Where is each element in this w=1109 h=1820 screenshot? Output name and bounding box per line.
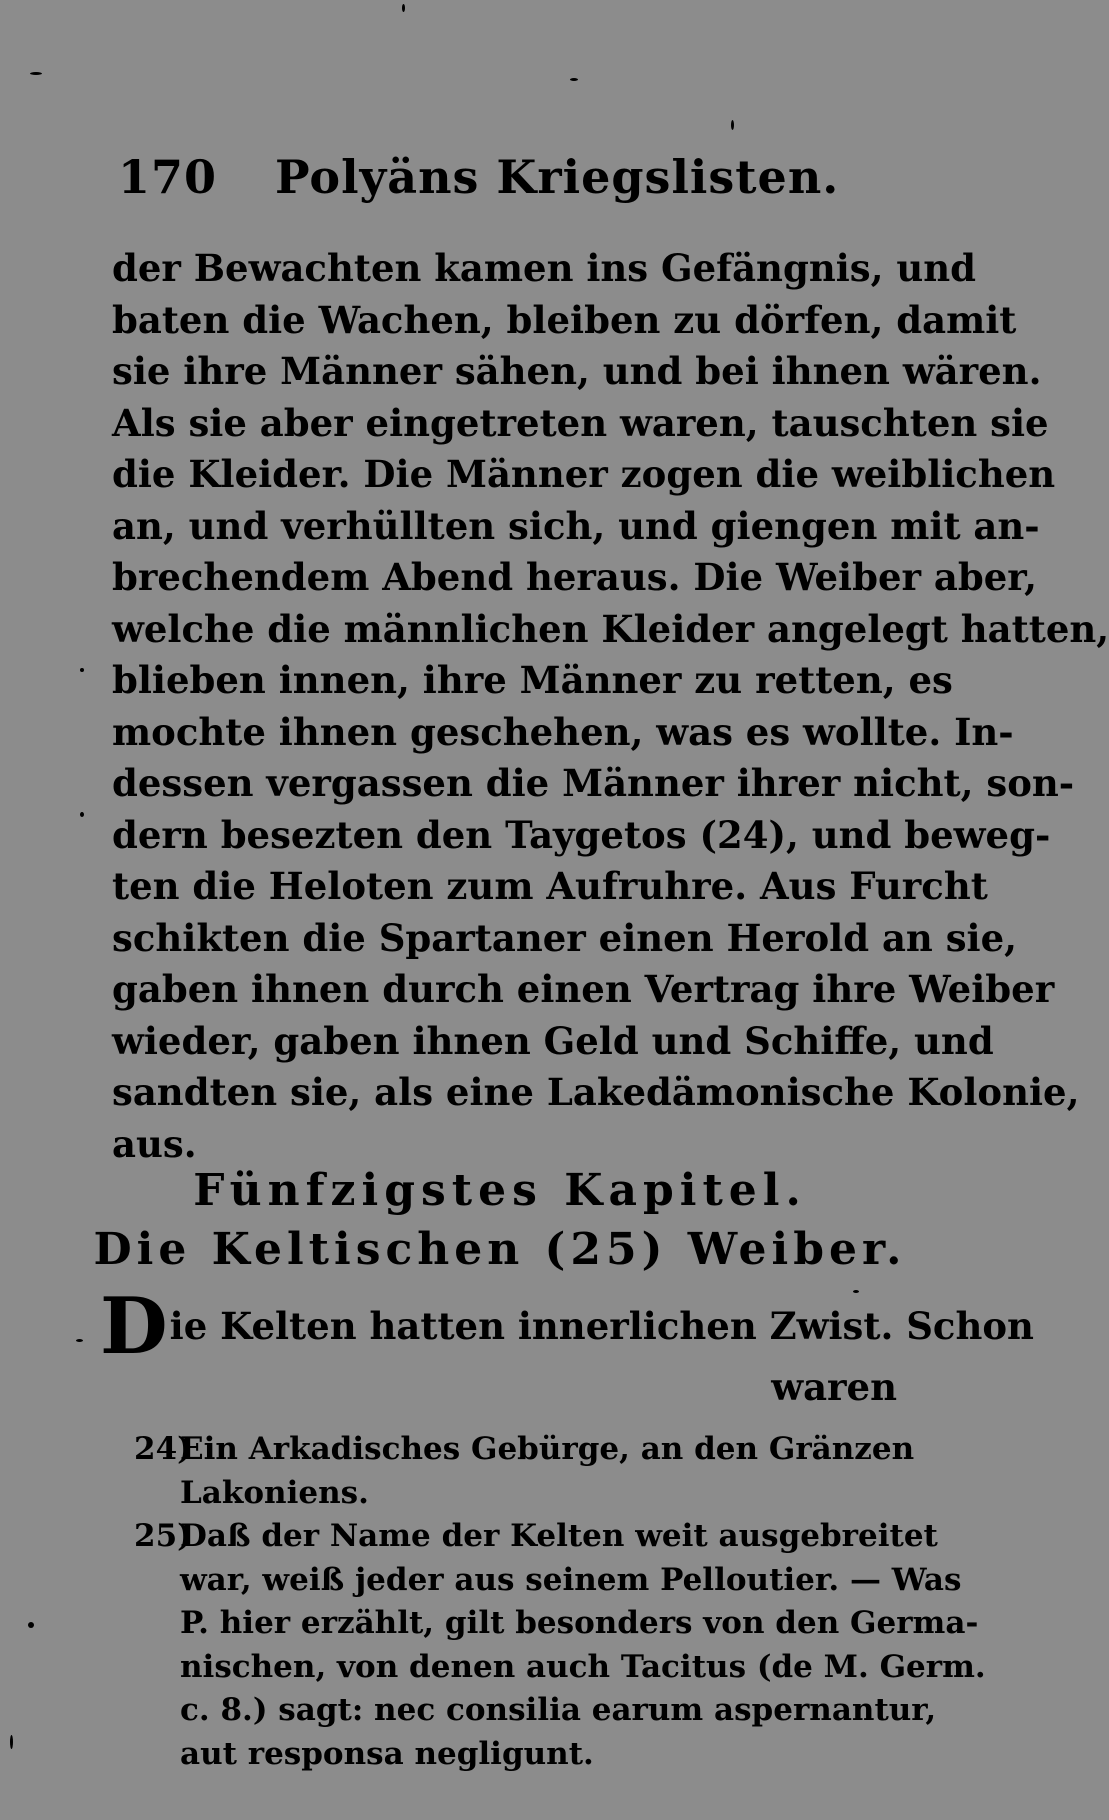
text-line: sandten sie, als eine Lakedämonische Kolonie,: [112, 1070, 1080, 1114]
text-line: wieder, gaben ihnen Geld und Schiffe, und: [112, 1018, 994, 1063]
footnote-number: 25): [134, 1518, 192, 1554]
text-line: baten die Wachen, bleiben zu dörfen, damit: [112, 297, 1017, 342]
first-line-text: ie Kelten hatten innerlichen Zwist. Schon: [169, 1304, 1034, 1348]
footnote-number: 24): [134, 1431, 192, 1467]
scan-speck: [76, 1339, 83, 1342]
footnote-24: [134, 1428, 915, 1472]
text-line: an, und verhüllten sich, und giengen mit an-: [112, 503, 1040, 548]
footnote-text-line: war, weiß jeder aus seinem Pelloutier. — Was: [180, 1561, 962, 1598]
text-line: dern besezten den Taygetos (24), und beweg-: [112, 812, 1051, 857]
footnote-text-line: Lakoniens.: [180, 1474, 369, 1511]
text-line: gaben ihnen durch einen Vertrag ihre Weiber: [112, 967, 1055, 1011]
catchword: waren: [771, 1365, 897, 1409]
drop-cap: D: [100, 1281, 168, 1372]
footnote-text: Daß der Name der Kelten weit ausgebreitet: [180, 1518, 938, 1554]
footnote-text-line: aut responsa negligunt.: [180, 1735, 594, 1772]
running-title: Polyäns Kriegslisten.: [275, 150, 840, 204]
scan-speck: [80, 812, 84, 817]
text-line: brechendem Abend heraus. Die Weiber aber,: [112, 555, 1037, 599]
text-line: der Bewachten kamen ins Gefängnis, und: [112, 246, 977, 290]
footnote-text-line: c. 8.) sagt: nec consilia earum aspernantur,: [180, 1692, 937, 1728]
scan-speck: [853, 1290, 859, 1293]
page-number: 170: [118, 150, 218, 204]
footnote-text: Ein Arkadisches Gebürge, an den Gränzen: [180, 1431, 915, 1467]
footnote-25: [134, 1515, 938, 1559]
text-line: die Kleider. Die Männer zogen die weiblichen: [112, 452, 1056, 496]
text-line: Als sie aber eingetreten waren, tauschten sie: [112, 400, 1049, 445]
footnote-text-line: P. hier erzählt, gilt besonders von den Germa-: [180, 1605, 979, 1641]
chapter-subtitle: Die Keltischen (25) Weiber.: [93, 1224, 907, 1275]
scan-speck: [28, 1622, 34, 1628]
text-line: dessen vergassen die Männer ihrer nicht, son-: [112, 761, 1075, 805]
page-header: [118, 150, 840, 204]
scan-speck: [30, 72, 42, 75]
footnote-text-line: nischen, von denen auch Tacitus (de M. Germ.: [180, 1648, 986, 1685]
scan-speck: [731, 120, 734, 130]
body-paragraph: [112, 243, 1109, 1170]
text-line: sie ihre Männer sähen, und bei ihnen wären.: [112, 349, 1042, 393]
scan-speck: [10, 1735, 13, 1749]
text-line: ten die Heloten zum Aufruhre. Aus Furcht: [112, 864, 988, 908]
text-line: blieben innen, ihre Männer zu retten, es: [112, 658, 953, 702]
chapter-first-line: [100, 1281, 1034, 1372]
text-line: welche die männlichen Kleider angelegt hatten,: [112, 606, 1109, 651]
text-line-last: aus.: [112, 1121, 197, 1166]
text-line: schikten die Spartaner einen Herold an sie,: [112, 915, 1018, 960]
footnotes: [134, 1428, 986, 1776]
scan-speck: [402, 4, 405, 12]
chapter-title: Fünfzigstes Kapitel.: [193, 1165, 807, 1216]
scan-speck: [570, 78, 578, 81]
text-line: mochte ihnen geschehen, was es wollte. In-: [112, 709, 1014, 754]
scan-speck: [80, 668, 84, 672]
